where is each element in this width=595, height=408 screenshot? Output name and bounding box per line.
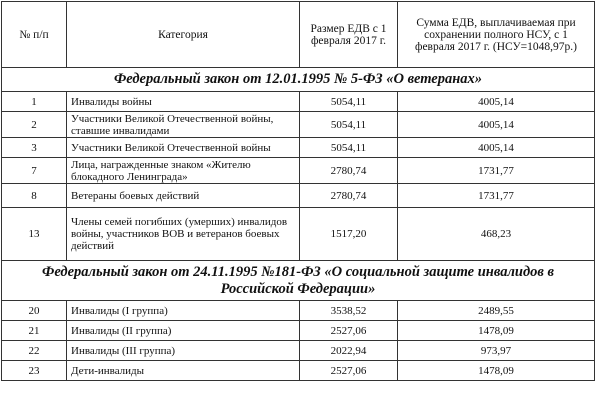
- row-num: 7: [2, 158, 67, 184]
- row-num: 23: [2, 361, 67, 381]
- row-category: Дети-инвалиды: [67, 361, 300, 381]
- row-sum: 1478,09: [398, 321, 595, 341]
- table-row: [2, 158, 595, 184]
- header-sum: Сумма ЕДВ, выплачиваемая при сохранении полного НСУ, с 1 февраля 2017 г. (НСУ=1048,97р.): [398, 2, 595, 68]
- table-row: [2, 361, 595, 381]
- row-edv: 3538,52: [300, 301, 398, 321]
- table-row: [2, 184, 595, 208]
- row-edv: 2022,94: [300, 341, 398, 361]
- section-title: Федеральный закон от 12.01.1995 № 5-ФЗ «О ветеранах»: [2, 68, 595, 92]
- table-row: [2, 301, 595, 321]
- table-row: [2, 321, 595, 341]
- row-sum: 4005,14: [398, 112, 595, 138]
- row-edv: 2780,74: [300, 184, 398, 208]
- row-num: 20: [2, 301, 67, 321]
- row-edv: 5054,11: [300, 138, 398, 158]
- table-row: [2, 112, 595, 138]
- header-num: № п/п: [2, 2, 67, 68]
- edv-table: [1, 1, 595, 381]
- row-category: Участники Великой Отечественной войны, ставшие инвалидами: [67, 112, 300, 138]
- header-row: [2, 2, 595, 68]
- section-row: [2, 261, 595, 301]
- row-num: 21: [2, 321, 67, 341]
- row-sum: 468,23: [398, 208, 595, 261]
- header-category: Категория: [67, 2, 300, 68]
- table-row: [2, 341, 595, 361]
- row-category: Лица, награжденные знаком «Жителю блокадного Ленинграда»: [67, 158, 300, 184]
- row-sum: 1731,77: [398, 158, 595, 184]
- section-title: Федеральный закон от 24.11.1995 №181-ФЗ «О социальной защите инвалидов в Российской Федерации»: [2, 261, 595, 301]
- row-sum: 4005,14: [398, 92, 595, 112]
- row-sum: 1731,77: [398, 184, 595, 208]
- table-row: [2, 208, 595, 261]
- row-edv: 1517,20: [300, 208, 398, 261]
- row-category: Ветераны боевых действий: [67, 184, 300, 208]
- row-num: 13: [2, 208, 67, 261]
- row-edv: 2527,06: [300, 361, 398, 381]
- row-category: Инвалиды (III группа): [67, 341, 300, 361]
- row-num: 8: [2, 184, 67, 208]
- row-sum: 2489,55: [398, 301, 595, 321]
- row-num: 3: [2, 138, 67, 158]
- row-sum: 973,97: [398, 341, 595, 361]
- row-edv: 5054,11: [300, 92, 398, 112]
- row-edv: 2527,06: [300, 321, 398, 341]
- row-edv: 2780,74: [300, 158, 398, 184]
- row-num: 2: [2, 112, 67, 138]
- table-row: [2, 92, 595, 112]
- row-category: Члены семей погибших (умерших) инвалидов войны, участников ВОВ и ветеранов боевых действий: [67, 208, 300, 261]
- table-row: [2, 138, 595, 158]
- row-num: 22: [2, 341, 67, 361]
- row-category: Инвалиды (I группа): [67, 301, 300, 321]
- row-edv: 5054,11: [300, 112, 398, 138]
- header-edv: Размер ЕДВ с 1 февраля 2017 г.: [300, 2, 398, 68]
- row-category: Инвалиды войны: [67, 92, 300, 112]
- row-category: Участники Великой Отечественной войны: [67, 138, 300, 158]
- row-num: 1: [2, 92, 67, 112]
- row-category: Инвалиды (II группа): [67, 321, 300, 341]
- row-sum: 4005,14: [398, 138, 595, 158]
- section-row: [2, 68, 595, 92]
- row-sum: 1478,09: [398, 361, 595, 381]
